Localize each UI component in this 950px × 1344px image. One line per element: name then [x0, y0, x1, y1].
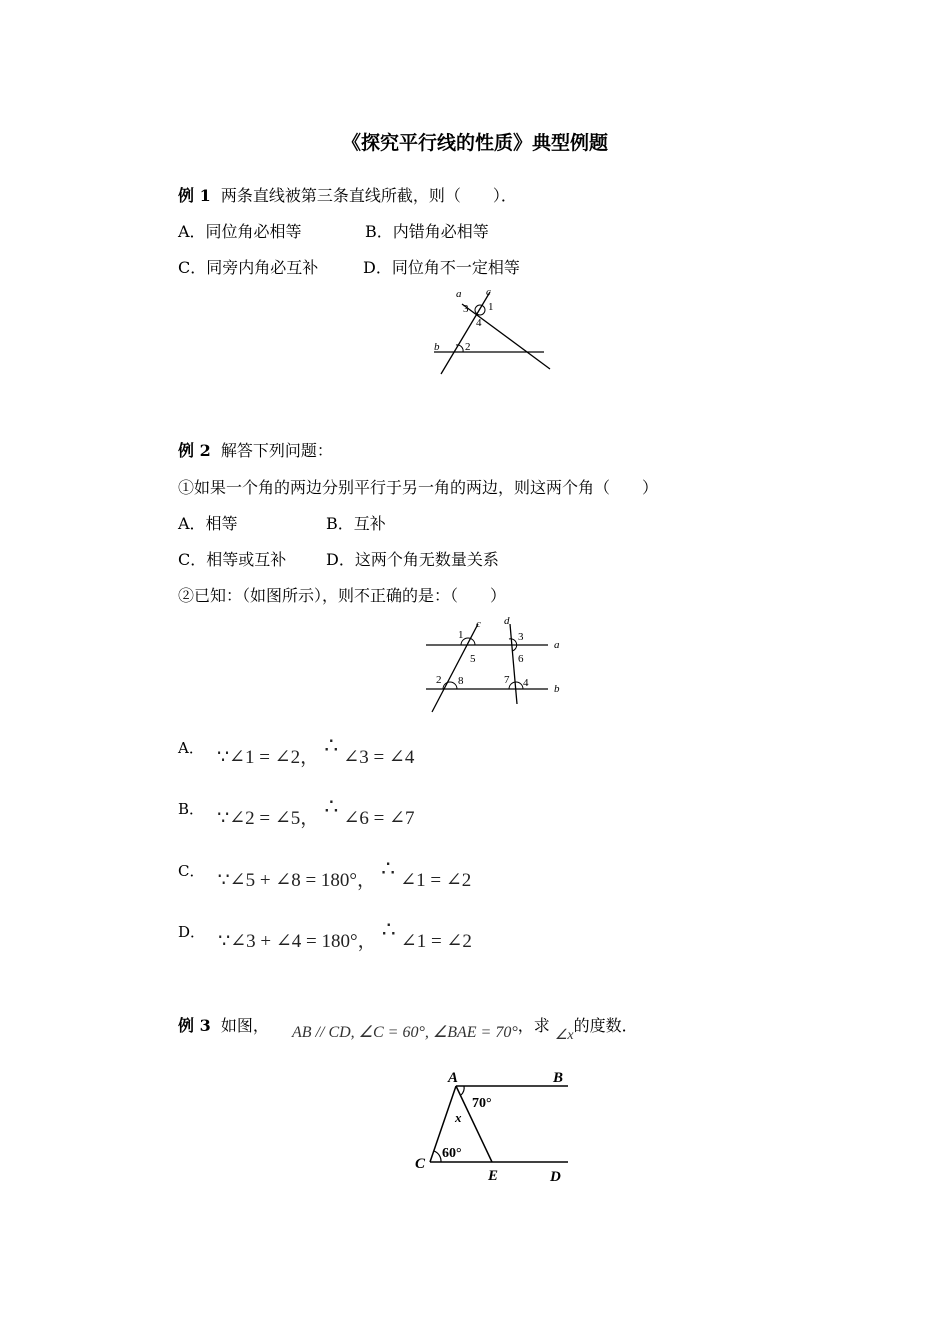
example-2-label: 例 2 — [178, 441, 211, 460]
example-2-q1-option-a: A．相等 — [178, 514, 238, 533]
fig2-label-b: b — [554, 683, 560, 695]
page-title: 《探究平行线的性质》典型例题 — [341, 132, 608, 154]
fig2-label-d: d — [504, 615, 510, 627]
option-d-result: ∠1 = ∠2 — [400, 931, 472, 952]
fig3-angle-70-arc — [461, 1086, 464, 1095]
fig1-label-c: c — [486, 286, 491, 298]
example-3-condition: AB // CD, ∠C = 60°, ∠BAE = 70° — [292, 1024, 518, 1041]
fig1-label-b: b — [434, 341, 440, 353]
option-c-therefore: ∴ — [381, 856, 396, 881]
fig3-point-d: D — [550, 1169, 561, 1185]
fig2-angle-1: 1 — [458, 629, 464, 641]
example-1-option-d: D．同位角不一定相等 — [363, 258, 520, 277]
option-b-because: ∵∠2 = ∠5， — [217, 808, 320, 829]
fig2-angle-3: 3 — [518, 631, 524, 643]
example-1-question — [178, 183, 517, 206]
example-3-target: ∠x — [554, 1028, 574, 1043]
fig1-angle-4: 4 — [476, 317, 482, 329]
option-b-result: ∠6 = ∠7 — [343, 808, 415, 829]
option-c-result: ∠1 = ∠2 — [400, 870, 472, 891]
example-3-lead: 如图， — [220, 1016, 269, 1035]
fig2-angle-7: 7 — [504, 674, 510, 686]
option-d-label: D． — [178, 923, 206, 941]
example-3-label: 例 3 — [178, 1016, 211, 1035]
fig1-line-a — [462, 304, 550, 369]
option-b-therefore: ∴ — [324, 794, 339, 819]
fig1-label-a: a — [456, 288, 462, 300]
fig2-angle-6: 6 — [518, 653, 524, 665]
example-2-question-1: ①如果一个角的两边分别平行于另一角的两边，则这两个角（ ） — [178, 478, 659, 497]
fig3-angle-70: 70° — [472, 1096, 492, 1111]
example-2-q2-option-a — [178, 732, 415, 768]
option-c-label: C． — [178, 862, 205, 880]
example-1-text: 两条直线被第三条直线所截，则（ ）． — [220, 186, 517, 205]
fig2-angle-4: 4 — [523, 677, 529, 689]
example-2-question-2: ②已知：（如图所示），则不正确的是：（ ） — [178, 586, 507, 605]
example-2-intro-text: 解答下列问题： — [220, 441, 333, 460]
option-b-label: B． — [178, 800, 205, 818]
fig2-label-a: a — [554, 639, 560, 651]
example-2-figure — [420, 612, 570, 714]
example-2-q2-option-b — [178, 793, 415, 829]
option-d-because: ∵∠3 + ∠4 = 180°， — [218, 931, 377, 952]
fig2-angle-8: 8 — [458, 675, 464, 687]
example-1-option-c: C．同旁内角必互补 — [178, 258, 319, 277]
option-d-therefore: ∴ — [381, 917, 396, 942]
fig2-angle-5: 5 — [470, 653, 476, 665]
example-1-label: 例 1 — [178, 186, 211, 205]
example-3-figure — [410, 1062, 585, 1188]
fig3-angle-x: x — [455, 1110, 462, 1125]
option-a-result: ∠3 = ∠4 — [343, 747, 415, 768]
example-3-ask: ，求 — [517, 1016, 550, 1035]
option-a-therefore: ∴ — [324, 733, 339, 758]
fig1-angle-2: 2 — [465, 341, 471, 353]
example-2-q1-option-b: B．互补 — [326, 514, 386, 533]
fig3-angle-60: 60° — [442, 1146, 462, 1161]
fig3-point-e: E — [488, 1168, 499, 1184]
fig3-angle-60-arc — [434, 1151, 441, 1162]
option-c-because: ∵∠5 + ∠8 = 180°， — [217, 870, 377, 891]
fig3-point-b: B — [553, 1070, 564, 1086]
fig2-line-d — [510, 624, 517, 704]
example-2-q1-option-c: C．相等或互补 — [178, 550, 287, 569]
example-3-question — [178, 1013, 638, 1043]
example-2-q1-option-d: D．这两个角无数量关系 — [326, 550, 499, 569]
fig1-angle-3: 3 — [463, 303, 469, 315]
option-a-because: ∵∠1 = ∠2， — [216, 747, 320, 768]
fig3-point-c: C — [415, 1156, 426, 1172]
fig1-angle-1: 1 — [488, 301, 494, 313]
example-2-intro — [178, 438, 333, 461]
option-a-label: A． — [178, 739, 204, 757]
example-2-q2-option-d — [178, 916, 472, 952]
example-1-option-a: A．同位角必相等 — [178, 222, 302, 241]
fig3-point-a: A — [448, 1070, 459, 1086]
fig2-line-c — [432, 624, 478, 712]
example-1-figure — [420, 282, 560, 378]
example-3-tail: 的度数． — [573, 1016, 638, 1035]
example-2-q2-option-c — [178, 855, 472, 891]
fig2-angle-2: 2 — [436, 674, 442, 686]
example-1-option-b: B．内错角必相等 — [365, 222, 489, 241]
fig2-label-c: c — [476, 618, 481, 630]
